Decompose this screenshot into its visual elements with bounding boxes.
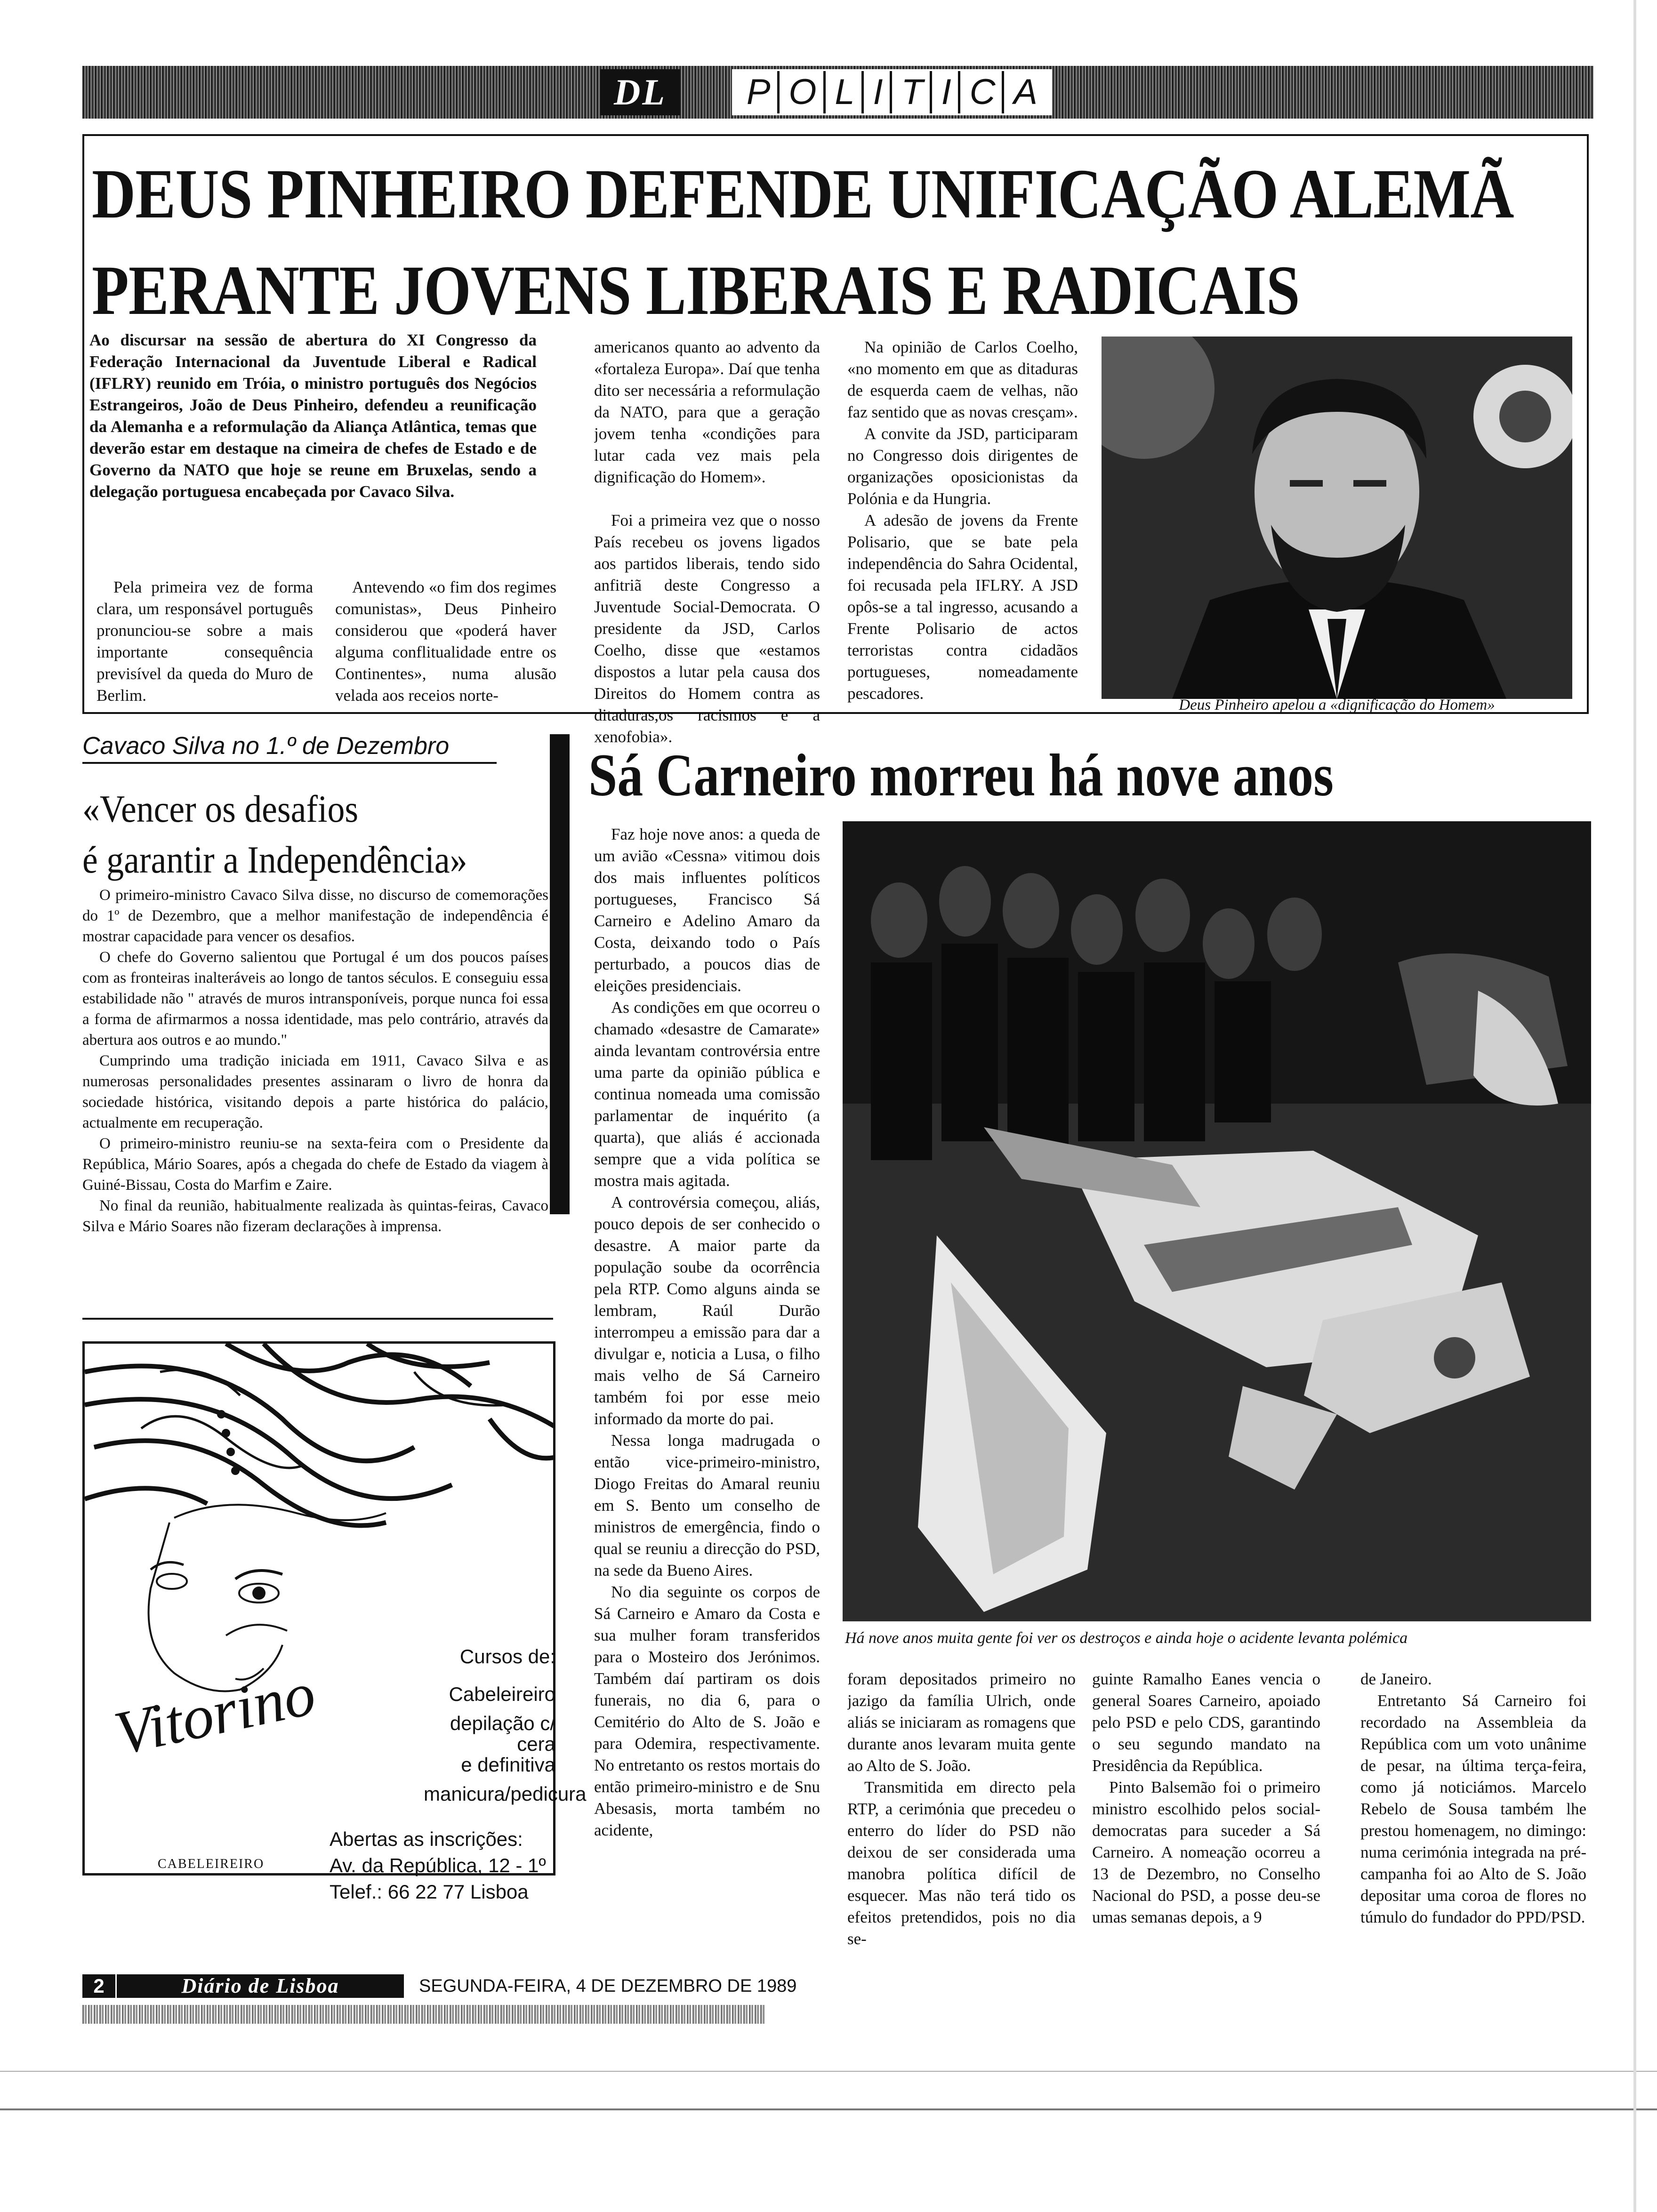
ad-courses-label: Cursos de: <box>459 1645 555 1667</box>
page-number: 2 <box>82 1974 115 1998</box>
paragraph: A adesão de jovens da Frente Polisario, que se bate pela independência do Sahra Ocidental, foi recusada pela IFLRY. A JSD opôs-se a tal ingresso, acusando a Frente Polisario de actos terroristas contra cidadãos portugueses, nomeadamente pescadores. <box>847 511 1078 703</box>
paragraph: Entretanto Sá Carneiro foi recordado na Assembleia da República com um voto unânime de pesar, na última terça-feira, como já noticiámos. Marcelo Rebelo de Sousa também lhe prestou homenagem, no dimingo: numa cerimónia integrada na pré-campanha foi ao Alto de S. João depositar uma coroa de flores no túmulo do fundador do PPD/PSD. <box>1360 1691 1586 1926</box>
top-col-4 <box>847 337 1078 705</box>
vertical-rule <box>550 734 570 1214</box>
scan-edge-line <box>0 2108 1657 2110</box>
paragraph: A convite da JSD, participaram no Congresso dois dirigentes de organizações oposicionistas da Polónia e da Hungria. <box>847 425 1078 508</box>
top-col-2 <box>335 577 556 706</box>
paragraph: Faz hoje nove anos: a queda de um avião «Cessna» vitimou dois dos mais influentes políticos portugueses, Francisco Sá Carneiro e Adelino Amaro da Costa, deixando todo o País perturbado, a poucos dias de eleições presidenciais. <box>594 825 820 995</box>
paragraph: Transmitida em directo pela RTP, a cerimónia que precedeu o enterro do líder do PSD não deixou de ser considerada uma manobra política difícil de esquecer. Mas não terá tido os efeitos pretendidos, pois no dia se- <box>847 1778 1076 1948</box>
scan-edge-line <box>0 2071 1657 2072</box>
section-letter: O <box>782 71 825 113</box>
paragraph: Pela primeira vez de forma clara, um responsável português pronunciou-se sobre a mais importante consequência previsível da queda do Muro de Berlim. <box>97 578 313 705</box>
sa-col-1 <box>594 824 820 1963</box>
sa-photo-caption: Há nove anos muita gente foi ver os destroços e ainda hoje o acidente levanta polémica <box>845 1629 1408 1647</box>
paragraph: A controvérsia começou, aliás, pouco depois de ser conhecido o desastre. A maior parte da população soube da ocorrência pela RTP. Como alguns ainda se lembram, Raúl Durão interrompeu a emissão para dar a divulgar e, noticia a Lusa, o filho mais velho de Sá Carneiro também foi por esse meio informado da morte do pai. <box>594 1193 820 1428</box>
ad-courses <box>424 1638 587 1813</box>
paragraph: americanos quanto ao advento da «fortaleza Europa». Daí que tenha dito ser necessária a reformulação da NATO, para que a geração jovem tenha «condições para lutar cada vez mais pela dignificação do Homem». <box>594 338 820 486</box>
portrait-illustration <box>1102 337 1572 699</box>
paragraph: Cumprindo uma tradição iniciada em 1911, Cavaco Silva e as numerosas personalidades presentes assinaram o livro de honra da sociedade histórica, visitando depois a parte histórica do palácio, actualmente em recuperação. <box>82 1052 548 1131</box>
paragraph: O primeiro-ministro Cavaco Silva disse, no discurso de comemorações do 1º de Dezembro, que a melhor manifestação de independência é mostrar capacidade para vencer os desafios. <box>82 887 548 945</box>
ad-brand-sub: CABELEIREIRO <box>158 1857 265 1871</box>
ad-brand: Vitorino <box>108 1658 322 1768</box>
ad-info-line-1: Abertas as inscrições: <box>330 1828 523 1850</box>
paragraph: guinte Ramalho Eanes vencia o general Soares Carneiro, apoiado pelo PSD e pelo CDS, garantindo o seu segundo mandato na Presidência da República. <box>1092 1670 1320 1775</box>
cavaco-title-line-1: «Vencer os desafios <box>82 787 359 830</box>
section-letter: P <box>740 71 780 113</box>
paragraph: foram depositados primeiro no jazigo da família Ulrich, onde aliás se iniciaram as romagens que durante anos levaram muita gente ao Alto de S. João. <box>847 1670 1076 1775</box>
paragraph: O primeiro-ministro reuniu-se na sexta-feira com o Presidente da República, Mário Soares, após a chegada do chefe de Estado da viagem à Guiné-Bissau, Costa do Marfim e Zaire. <box>82 1135 548 1194</box>
top-col-1 <box>97 577 313 706</box>
cavaco-body <box>82 885 548 1237</box>
paragraph: Antevendo «o fim dos regimes comunistas», Deus Pinheiro considerou que «poderá haver alguma conflitualidade entre os Continentes», numa alusão velada aos receios norte- <box>335 578 556 705</box>
sa-col-4 <box>1360 1668 1586 1965</box>
paragraph: Foi a primeira vez que o nosso País recebeu os jovens ligados aos partidos liberais, tendo sido anfitriã deste Congresso a Juventude Social-Democrata. O presidente da JSD, Carlos Coelho, disse que «estamos dispostos a lutar pela causa dos Direitos do Homem contra as ditaduras,os racismos e a xenofobia». <box>594 511 820 746</box>
paragraph: Na opinião de Carlos Coelho, «no momento em que as ditaduras de esquerda caem de velhas, não faz sentido que as novas cresçam». <box>847 338 1078 421</box>
section-letter: T <box>894 71 932 113</box>
wreck-illustration <box>843 821 1591 1621</box>
footer-masthead: Diário de Lisboa <box>117 1974 404 1998</box>
top-headline <box>92 146 1574 339</box>
paragraph: No dia seguinte os corpos de Sá Carneiro e Amaro da Costa e sua mulher foram transferidos para o Mosteiro dos Jerónimos. Também daí partiram os dois funerais, no dia 6, para o Cemitério do Alto de S. João e para Odemira, respectivamente. No entretanto os restos mortais do então primeiro-ministro e de Snu Abesasis, morta também no acidente, <box>594 1583 820 1839</box>
footer-texture <box>82 2005 765 2024</box>
ad-info <box>330 1826 551 1905</box>
section-name <box>732 69 1052 115</box>
ad-info-line-3: Telef.: 66 22 77 Lisboa <box>330 1881 529 1903</box>
paragraph: No final da reunião, habitualmente realizada às quintas-feiras, Cavaco Silva e Mário Soares não fizeram declarações à imprensa. <box>82 1197 548 1235</box>
paragraph: Nessa longa madrugada o então vice-primeiro-ministro, Diogo Freitas do Amaral reuniu em S. Bento um conselho de ministros de emergência, findo o qual se reuniu a direcção do PSD, na sede da Bueno Aires. <box>594 1431 820 1579</box>
section-letter: A <box>1014 72 1038 112</box>
top-lead: Ao discursar na sessão de abertura do XI Congresso da Federação Internacional da Juventude Liberal e Radical (IFLRY) reunido em Tróia, o ministro português dos Negócios Estrangeiros, João de Deus Pinheiro, defendeu a reunificação da Alemanha e a reformulação da Aliança Atlântica, temas que deverão estar em destaque na cimeira de chefes de Estado e de Governo da NATO que hoje se reune em Bruxelas, sendo a delegação portuguesa encabeçada por Cavaco Silva. <box>89 331 537 501</box>
deus-pinheiro-photo <box>1102 337 1572 699</box>
ad-course-2b: e definitiva <box>461 1754 555 1776</box>
ad-course-3: manicura/pedicura <box>424 1783 587 1805</box>
scan-edge-right <box>1633 0 1636 2212</box>
section-letter: L <box>828 71 863 113</box>
sa-col-3 <box>1092 1668 1320 1965</box>
section-letter: I <box>866 71 892 113</box>
paragraph: de Janeiro. <box>1360 1670 1432 1688</box>
sa-col-2 <box>847 1668 1076 1965</box>
cavaco-title <box>82 784 553 885</box>
top-col-3 <box>594 337 820 748</box>
camarate-wreck-photo <box>843 821 1591 1621</box>
paragraph: As condições em que ocorreu o chamado «desastre de Camarate» ainda levantam controvérsia entre uma parte da opinião pública e continua nomeada uma comissão parlamentar de inquérito (a quarta), que aliás é accionada sempre que a vida política se mostra mais agitada. <box>594 998 820 1190</box>
section-letter: C <box>963 71 1005 113</box>
footer-date: SEGUNDA-FEIRA, 4 DE DEZEMBRO DE 1989 <box>419 1976 797 1996</box>
section-divider <box>82 1318 553 1320</box>
cavaco-kicker: Cavaco Silva no 1.º de Dezembro <box>82 732 497 764</box>
paragraph: Pinto Balsemão foi o primeiro ministro escolhido pelos social-democratas para suceder a Sá Carneiro. A nomeação ocorreu a 13 de Dezembro, no Conselho Nacional do PSD, a posse deu-se umas semanas depois, a 9 <box>1092 1778 1320 1926</box>
section-letter: I <box>935 71 960 113</box>
sa-carneiro-headline: Sá Carneiro morreu há nove anos <box>588 742 1334 809</box>
headline-line-1: DEUS PINHEIRO DEFENDE UNIFICAÇÃO ALEMÃ <box>92 155 1514 233</box>
cavaco-title-line-2: é garantir a Independência» <box>82 838 467 881</box>
ad-course-2a: depilação c/ cera <box>450 1712 555 1755</box>
ad-course-1: Cabeleireiro <box>449 1683 555 1705</box>
top-photo-caption: Deus Pinheiro apelou a «dignificação do Homem» <box>1179 697 1495 713</box>
ad-info-line-2: Av. da República, 12 - 1º <box>330 1854 546 1876</box>
paragraph: O chefe do Governo salientou que Portugal é um dos poucos países com as fronteiras inalteráveis ao longo de tantos séculos. E conseguiu essa estabilidade não " através de muros intransponíveis, porque nunca foi essa a forma de afirmarmos a nossa identidade, mas pelo contrário, através da abertura aos outros e ao mundo." <box>82 949 548 1049</box>
headline-line-2: PERANTE JOVENS LIBERAIS E RADICAIS <box>92 251 1300 329</box>
dl-logo: DL <box>600 69 680 115</box>
